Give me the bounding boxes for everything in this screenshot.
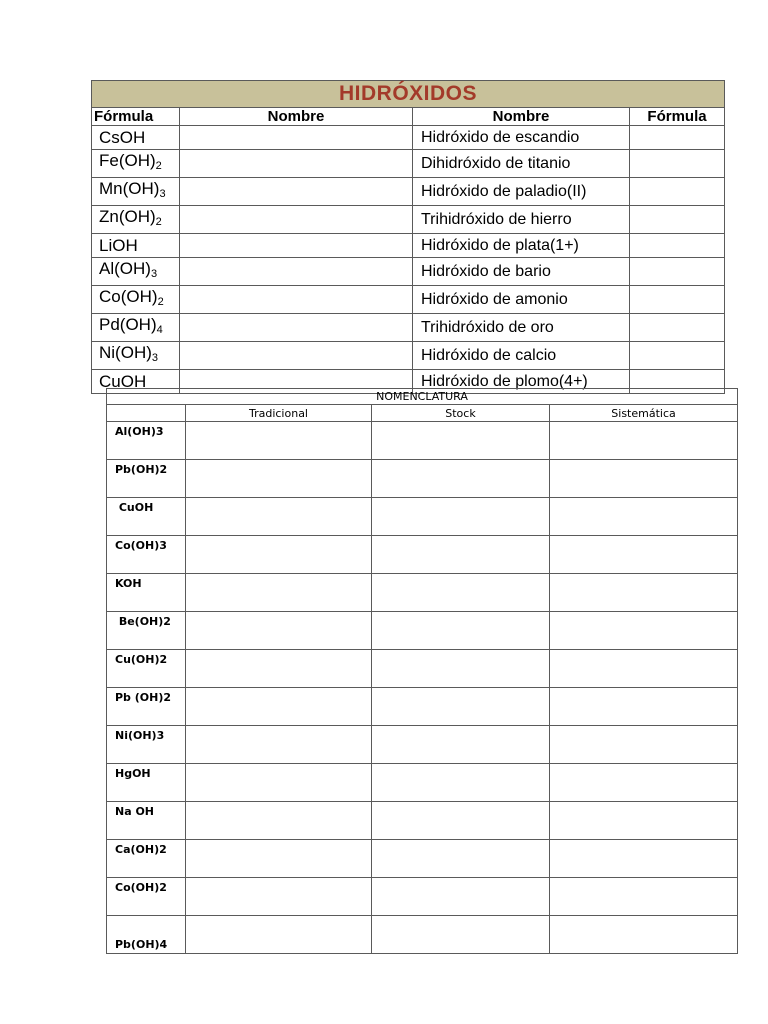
table-row	[107, 460, 738, 498]
formula-cell	[92, 258, 180, 286]
formula-cell: Ca(OH)2	[107, 840, 186, 878]
name-answer-cell	[180, 234, 413, 258]
name-cell: Hidróxido de amonio	[413, 286, 630, 314]
formula-text: Mn(OH)	[99, 179, 160, 198]
formula-subscript: 3	[150, 268, 158, 280]
systematic-answer-cell	[550, 612, 738, 650]
formula-text: Co(OH)	[99, 287, 158, 306]
systematic-answer-cell	[550, 536, 738, 574]
formula-cell	[92, 126, 180, 150]
table-row	[107, 498, 738, 536]
table-title: HIDRÓXIDOS	[92, 81, 725, 108]
formula-cell	[92, 342, 180, 370]
formula-cell	[92, 150, 180, 178]
systematic-answer-cell	[550, 422, 738, 460]
systematic-answer-cell	[550, 764, 738, 802]
name-cell: Dihidróxido de titanio	[413, 150, 630, 178]
nomenclature-table	[106, 388, 738, 954]
formula-text: LiOH	[99, 235, 138, 255]
stock-answer-cell	[372, 916, 550, 954]
systematic-answer-cell	[550, 498, 738, 536]
table-row	[107, 612, 738, 650]
table-row	[107, 688, 738, 726]
systematic-answer-cell	[550, 688, 738, 726]
stock-answer-cell	[372, 764, 550, 802]
table-row	[107, 764, 738, 802]
traditional-answer-cell	[186, 764, 372, 802]
formula-cell: HgOH	[107, 764, 186, 802]
name-answer-cell	[180, 286, 413, 314]
formula-answer-cell	[630, 234, 725, 258]
stock-answer-cell	[372, 460, 550, 498]
table-row	[92, 314, 725, 342]
name-cell: Hidróxido de calcio	[413, 342, 630, 370]
table-row	[107, 650, 738, 688]
traditional-answer-cell	[186, 650, 372, 688]
traditional-answer-cell	[186, 802, 372, 840]
formula-answer-cell	[630, 314, 725, 342]
systematic-answer-cell	[550, 460, 738, 498]
formula-cell: Co(OH)3	[107, 536, 186, 574]
stock-answer-cell	[372, 726, 550, 764]
table-row	[92, 150, 725, 178]
formula-text: Pd(OH)	[99, 315, 157, 334]
name-cell: Hidróxido de plomo(4+)	[413, 370, 630, 394]
formula-cell: Co(OH)2	[107, 878, 186, 916]
stock-answer-cell	[372, 840, 550, 878]
formula-cell: Pb(OH)2	[107, 460, 186, 498]
formula-cell: Pb (OH)2	[107, 688, 186, 726]
name-answer-cell	[180, 206, 413, 234]
col-header-systematic: Sistemática	[550, 405, 738, 422]
formula-answer-cell	[630, 258, 725, 286]
table-row	[107, 802, 738, 840]
formula-answer-cell	[630, 342, 725, 370]
stock-answer-cell	[372, 688, 550, 726]
col-header-name-2: Nombre	[413, 108, 630, 126]
stock-answer-cell	[372, 498, 550, 536]
formula-answer-cell	[630, 178, 725, 206]
systematic-answer-cell	[550, 574, 738, 612]
traditional-answer-cell	[186, 422, 372, 460]
systematic-answer-cell	[550, 802, 738, 840]
traditional-answer-cell	[186, 498, 372, 536]
table-row	[107, 422, 738, 460]
systematic-answer-cell	[550, 650, 738, 688]
traditional-answer-cell	[186, 878, 372, 916]
name-answer-cell	[180, 126, 413, 150]
stock-answer-cell	[372, 650, 550, 688]
traditional-answer-cell	[186, 612, 372, 650]
formula-answer-cell	[630, 206, 725, 234]
table-row	[92, 234, 725, 258]
table-row	[92, 342, 725, 370]
formula-cell: Cu(OH)2	[107, 650, 186, 688]
formula-text: Zn(OH)	[99, 207, 156, 226]
formula-text: CsOH	[99, 127, 146, 147]
stock-answer-cell	[372, 574, 550, 612]
formula-cell: Al(OH)3	[107, 422, 186, 460]
stock-answer-cell	[372, 612, 550, 650]
formula-text: Fe(OH)	[99, 151, 156, 170]
name-answer-cell	[180, 258, 413, 286]
formula-cell: Pb(OH)4	[107, 916, 186, 954]
systematic-answer-cell	[550, 726, 738, 764]
formula-cell: Be(OH)2	[107, 612, 186, 650]
stock-answer-cell	[372, 422, 550, 460]
traditional-answer-cell	[186, 688, 372, 726]
formula-text: Ni(OH)	[99, 343, 152, 362]
table-title: NOMENCLATURA	[107, 389, 738, 405]
formula-cell: Ni(OH)3	[107, 726, 186, 764]
table-row	[107, 916, 738, 954]
traditional-answer-cell	[186, 916, 372, 954]
formula-answer-cell	[630, 286, 725, 314]
col-header-traditional: Tradicional	[186, 405, 372, 422]
name-cell: Trihidróxido de hierro	[413, 206, 630, 234]
table-row	[92, 206, 725, 234]
formula-cell: KOH	[107, 574, 186, 612]
col-header-formula-2: Fórmula	[630, 108, 725, 126]
table-row	[107, 726, 738, 764]
systematic-answer-cell	[550, 916, 738, 954]
formula-text: Al(OH)	[99, 259, 151, 278]
formula-cell	[92, 314, 180, 342]
formula-cell: Na OH	[107, 802, 186, 840]
col-header-formula: Fórmula	[92, 108, 180, 126]
formula-subscript: 3	[151, 352, 159, 364]
stock-answer-cell	[372, 878, 550, 916]
formula-answer-cell	[630, 126, 725, 150]
table-row	[107, 878, 738, 916]
formula-cell	[92, 286, 180, 314]
col-header-formula	[107, 405, 186, 422]
col-header-stock: Stock	[372, 405, 550, 422]
name-cell: Hidróxido de plata(1+)	[413, 234, 630, 258]
traditional-answer-cell	[186, 726, 372, 764]
traditional-answer-cell	[186, 536, 372, 574]
name-answer-cell	[180, 314, 413, 342]
table-row	[92, 258, 725, 286]
formula-cell: CuOH	[107, 498, 186, 536]
stock-answer-cell	[372, 802, 550, 840]
table-row	[107, 574, 738, 612]
traditional-answer-cell	[186, 840, 372, 878]
hydroxides-table	[91, 80, 725, 394]
formula-answer-cell	[630, 150, 725, 178]
formula-cell	[92, 178, 180, 206]
systematic-answer-cell	[550, 878, 738, 916]
name-cell: Hidróxido de bario	[413, 258, 630, 286]
table-row	[107, 840, 738, 878]
table-row	[92, 178, 725, 206]
col-header-name: Nombre	[180, 108, 413, 126]
name-cell: Hidróxido de escandio	[413, 126, 630, 150]
stock-answer-cell	[372, 536, 550, 574]
formula-cell	[92, 234, 180, 258]
systematic-answer-cell	[550, 840, 738, 878]
table-row	[92, 286, 725, 314]
formula-subscript: 2	[155, 160, 162, 172]
name-cell: Hidróxido de paladio(II)	[413, 178, 630, 206]
formula-subscript: 2	[157, 296, 164, 308]
formula-subscript: 2	[155, 216, 162, 228]
table-row	[92, 126, 725, 150]
name-answer-cell	[180, 342, 413, 370]
traditional-answer-cell	[186, 460, 372, 498]
name-answer-cell	[180, 178, 413, 206]
name-answer-cell	[180, 150, 413, 178]
formula-text: CuOH	[99, 371, 147, 391]
traditional-answer-cell	[186, 574, 372, 612]
formula-subscript: 3	[159, 188, 166, 200]
formula-cell	[92, 206, 180, 234]
table-row	[107, 536, 738, 574]
formula-subscript: 4	[156, 324, 163, 336]
name-cell: Trihidróxido de oro	[413, 314, 630, 342]
